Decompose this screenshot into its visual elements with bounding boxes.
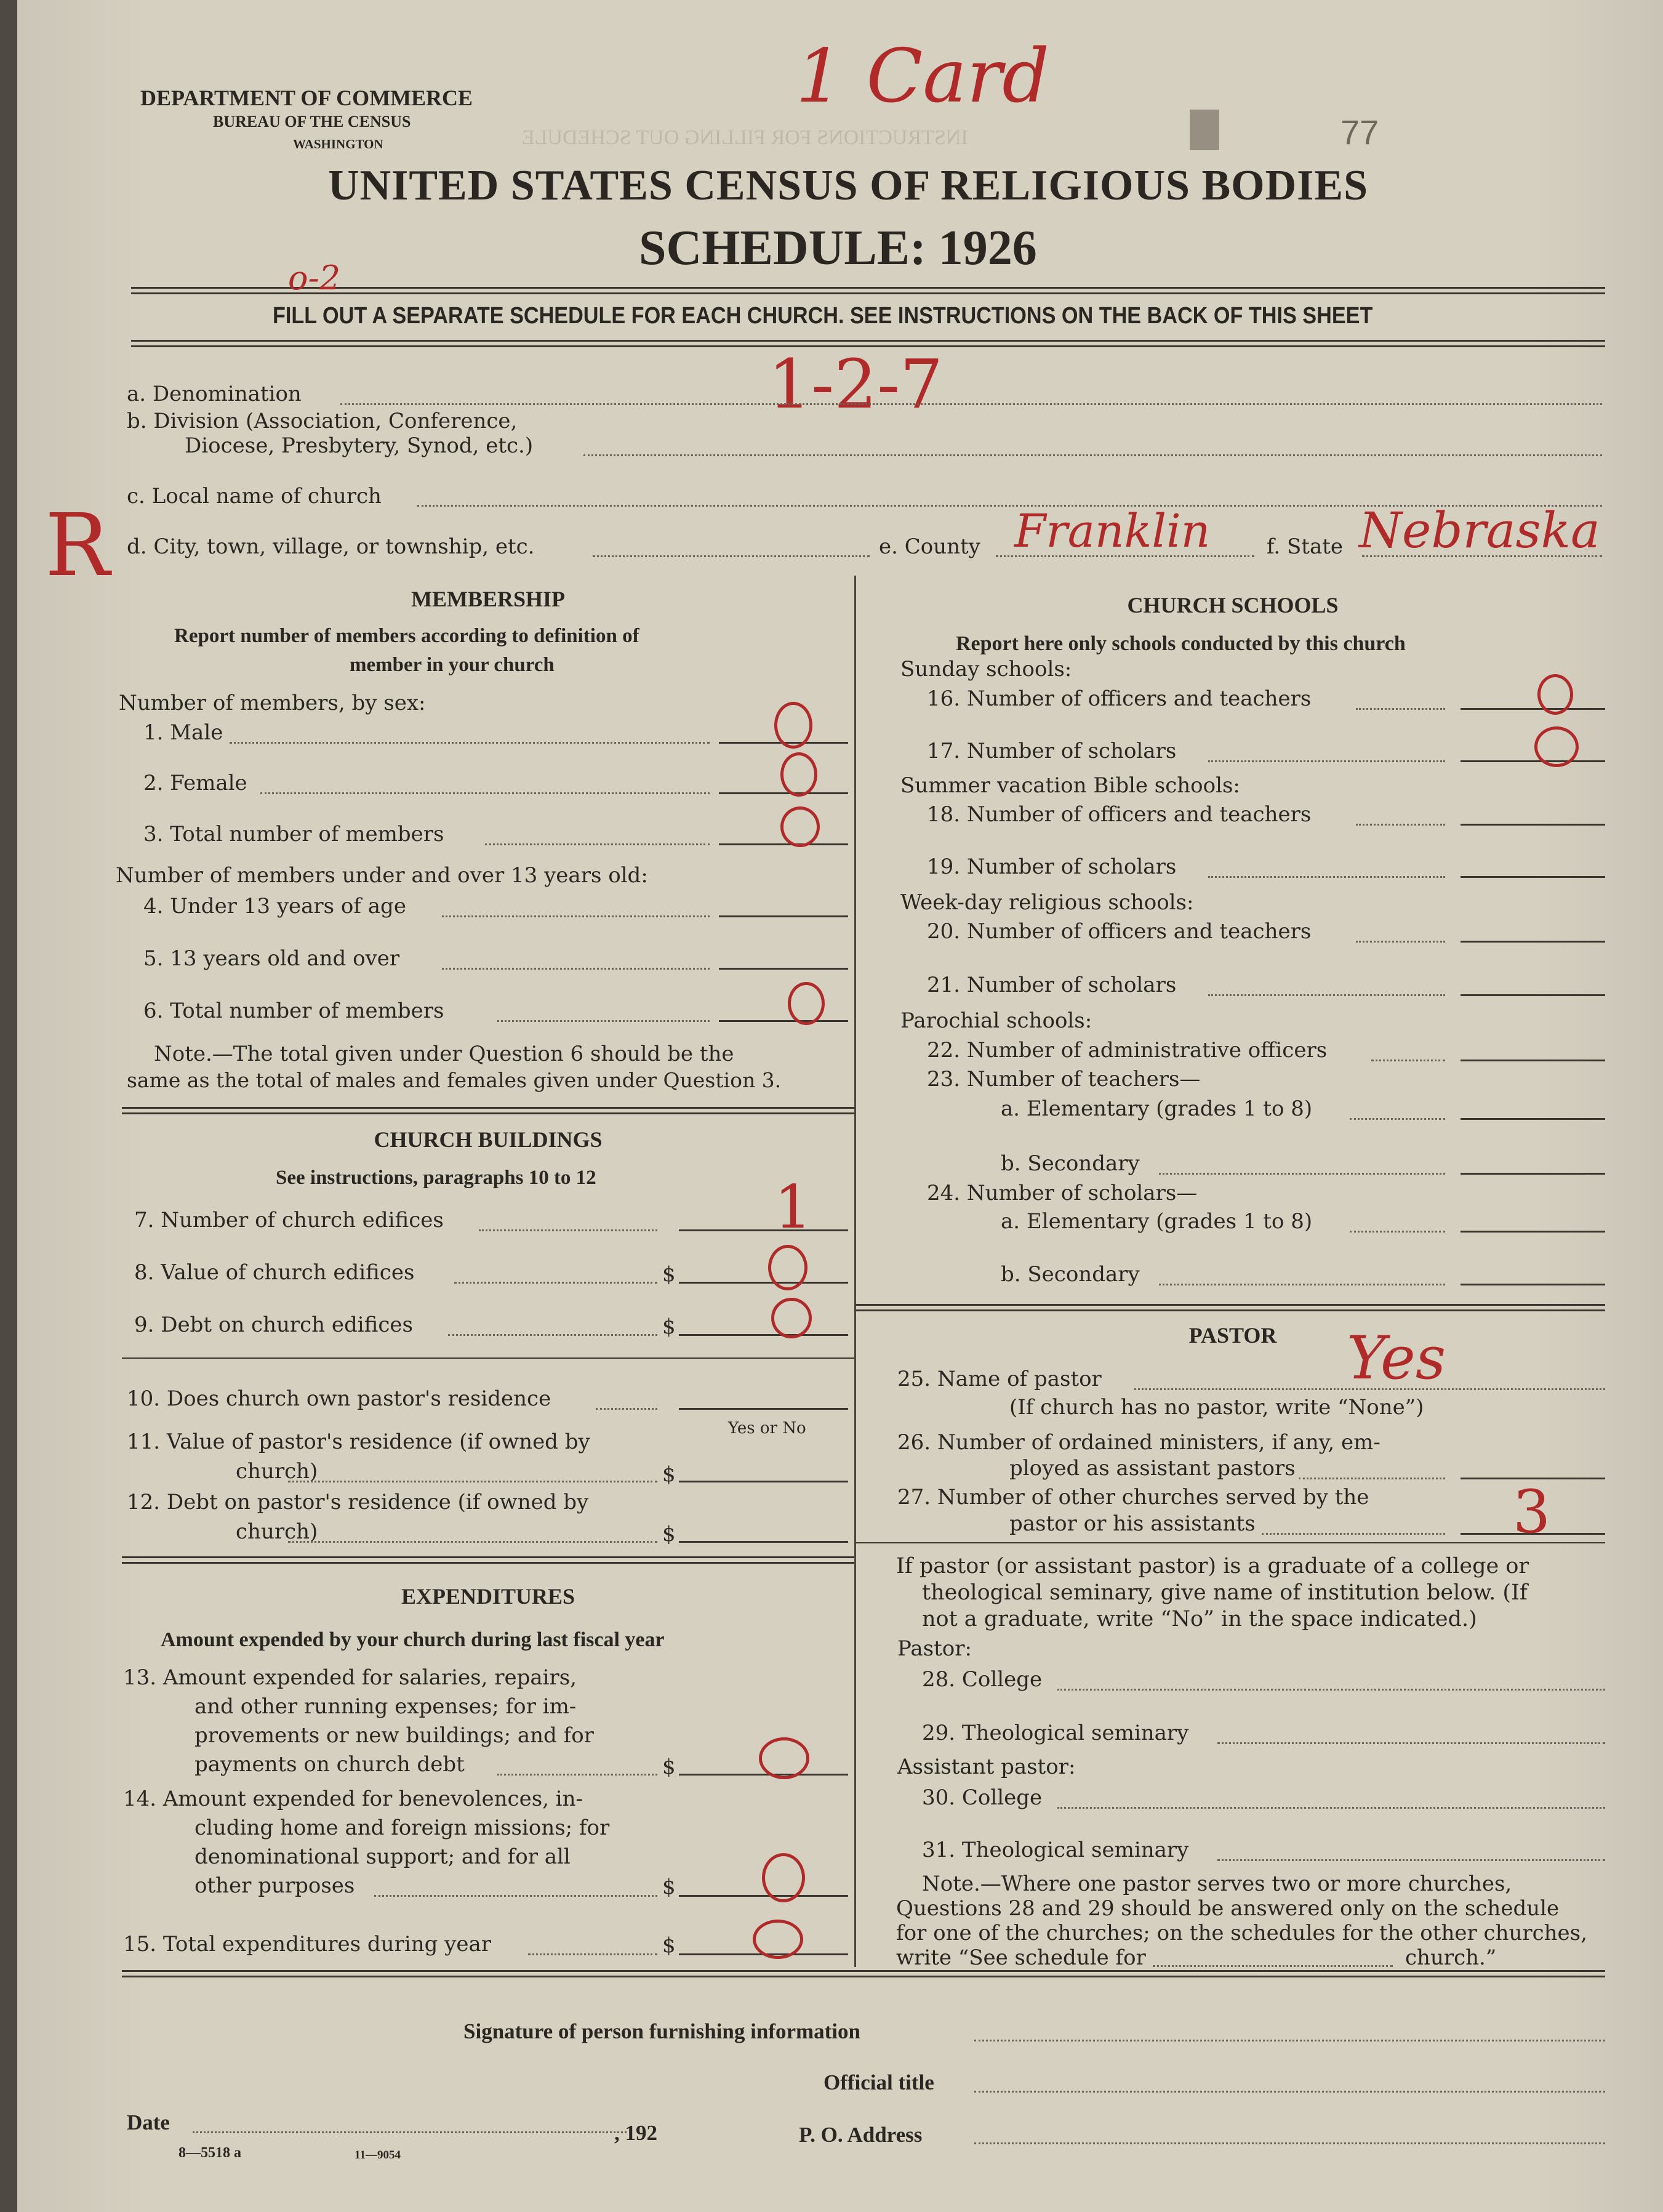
local-name-label: c. Local name of church (127, 484, 382, 509)
q16-answer (1537, 674, 1573, 715)
denomination-label: a. Denomination (127, 382, 302, 406)
header-rule (131, 287, 1605, 294)
q17-label: 17. Number of scholars (927, 739, 1177, 763)
city-field[interactable] (593, 555, 870, 557)
q22-label: 22. Number of administrative officers (927, 1038, 1328, 1063)
q27-leader (1262, 1533, 1445, 1535)
q23b-label: b. Secondary (1001, 1151, 1140, 1176)
q28-field[interactable] (1057, 1689, 1605, 1691)
q15-answer (753, 1920, 803, 1959)
official-title-label: Official title (823, 2070, 934, 2094)
q9-answer (771, 1298, 812, 1338)
division-label: b. Division (Association, Conference, (127, 409, 518, 433)
po-address-label: P. O. Address (799, 2123, 923, 2147)
q18-label: 18. Number of officers and teachers (927, 802, 1312, 827)
q17-answer (1534, 726, 1579, 767)
q24b-answer-line[interactable] (1461, 1284, 1605, 1285)
date-year: , 192 (614, 2121, 657, 2145)
q17-leader (1208, 760, 1445, 762)
q18-answer-line[interactable] (1461, 824, 1605, 826)
q8-answer-line[interactable] (679, 1282, 848, 1284)
q20-leader (1356, 941, 1445, 943)
q23-label: 23. Number of teachers— (927, 1067, 1201, 1092)
q30-label: 30. College (922, 1785, 1043, 1810)
pastor-note-4b: church.” (1405, 1945, 1497, 1970)
q23a-leader (1350, 1118, 1445, 1120)
q11-leader (288, 1481, 657, 1482)
q13-leader (497, 1774, 657, 1776)
buildings-sub: See instructions, paragraphs 10 to 12 (276, 1167, 596, 1189)
graduate-instr-3: not a graduate, write “No” in the space indicated.) (922, 1607, 1477, 1631)
q14-leader (374, 1895, 657, 1897)
q23a-label: a. Elementary (grades 1 to 8) (1001, 1096, 1313, 1121)
q5-answer-line[interactable] (719, 968, 848, 970)
denomination-field[interactable] (340, 403, 1602, 405)
q24a-answer-line[interactable] (1461, 1231, 1605, 1233)
schools-sub: Report here only schools conducted by this church (956, 632, 1406, 655)
print-number: 11—9054 (355, 2149, 401, 2162)
q24b-leader (1159, 1284, 1445, 1285)
q1-label: 1. Male (143, 720, 223, 745)
q11-label-2: church) (236, 1459, 318, 1484)
pastor-note-4a: write “See schedule for (896, 1945, 1146, 1970)
column-divider (854, 576, 856, 1967)
pastor-rule (856, 1542, 1605, 1543)
instruction-banner: FILL OUT A SEPARATE SCHEDULE FOR EACH CHURCH. SEE INSTRUCTIONS ON THE BACK OF THIS SHEET (273, 303, 1373, 329)
q15-leader (528, 1953, 657, 1955)
pastor-sub-label: Pastor: (897, 1636, 972, 1661)
handwritten-margin-mark: R (45, 496, 110, 596)
q13-label-2: and other running expenses; for im- (194, 1694, 577, 1719)
membership-rule (122, 1107, 854, 1114)
q5-leader (442, 968, 710, 970)
schools-rule (856, 1304, 1605, 1311)
q9-leader (448, 1334, 657, 1336)
q2-answer (780, 752, 817, 797)
q13-label-4: payments on church debt (194, 1752, 465, 1777)
q18-leader (1356, 824, 1445, 826)
q8-leader (454, 1282, 657, 1284)
handwritten-code: o-2 (288, 259, 341, 297)
date-field[interactable] (193, 2131, 627, 2133)
by-sex-label: Number of members, by sex: (119, 691, 426, 715)
county-label: e. County (879, 534, 980, 559)
signature-label: Signature of person furnishing information (463, 2019, 860, 2043)
signature-field[interactable] (974, 2040, 1605, 2041)
q24-label: 24. Number of scholars— (927, 1181, 1198, 1205)
form-number: 8—5518 a (178, 2145, 241, 2161)
q6-label: 6. Total number of members (143, 999, 444, 1023)
pastor-heading: PASTOR (1188, 1323, 1277, 1348)
q10-answer-line[interactable] (679, 1408, 848, 1410)
q12-dollar: $ (662, 1522, 676, 1546)
division-label-2: Diocese, Presbytery, Synod, etc.) (185, 433, 534, 458)
state-label: f. State (1267, 534, 1343, 559)
q27-label-2: pastor or his assistants (1009, 1511, 1256, 1536)
census-schedule-page (17, 0, 1663, 2212)
handwritten-denomination-code: 1-2-7 (768, 345, 944, 424)
city-field-label: d. City, town, village, or township, etc. (127, 534, 535, 559)
pastor-note-3: for one of the churches; on the schedules for the other churches, (896, 1921, 1587, 1945)
q27-answer: 3 (1513, 1478, 1551, 1546)
q24b-label: b. Secondary (1001, 1262, 1140, 1287)
q7-label: 7. Number of church edifices (134, 1208, 444, 1233)
q11-answer-line[interactable] (679, 1481, 848, 1482)
q7-answer-line[interactable] (679, 1229, 848, 1231)
q9-label: 9. Debt on church edifices (134, 1313, 413, 1337)
buildings-rule (122, 1357, 854, 1359)
q26-label: 26. Number of ordained ministers, if any, em- (897, 1430, 1380, 1455)
q8-dollar: $ (662, 1262, 676, 1287)
q12-leader (288, 1541, 657, 1543)
q15-label: 15. Total expenditures during year (123, 1932, 492, 1957)
q29-label: 29. Theological seminary (922, 1721, 1189, 1745)
pastor-note-1: Note.—Where one pastor serves two or more churches, (922, 1872, 1512, 1896)
q6-leader (497, 1020, 710, 1022)
q13-answer (759, 1737, 809, 1779)
q19-leader (1208, 876, 1445, 878)
expenditures-sub: Amount expended by your church during last fiscal year (161, 1628, 665, 1651)
q11-label: 11. Value of pastor's residence (if owned by (127, 1430, 590, 1454)
q14-answer-line[interactable] (679, 1895, 848, 1897)
city-label: WASHINGTON (293, 137, 383, 151)
q14-label-2: cluding home and foreign missions; for (194, 1816, 610, 1840)
buildings-rule-2 (122, 1556, 854, 1564)
parochial-label: Parochial schools: (900, 1008, 1092, 1033)
membership-note-2: same as the total of males and females given under Question 3. (127, 1068, 782, 1092)
q31-label: 31. Theological seminary (922, 1838, 1189, 1862)
q3-leader (485, 843, 710, 845)
q1-answer (774, 702, 812, 749)
q6-answer-line[interactable] (719, 1020, 848, 1022)
q12-answer-line[interactable] (679, 1541, 848, 1543)
q4-label: 4. Under 13 years of age (143, 894, 406, 919)
q22-leader (1371, 1060, 1445, 1061)
q10-leader (596, 1408, 657, 1410)
q8-label: 8. Value of church edifices (134, 1260, 415, 1285)
q9-answer-line[interactable] (679, 1334, 848, 1336)
q14-answer (762, 1853, 805, 1902)
q24a-leader (1350, 1231, 1445, 1233)
q23b-leader (1159, 1173, 1445, 1175)
q6-answer (788, 982, 825, 1025)
membership-heading: MEMBERSHIP (411, 587, 565, 611)
q14-label-4: other purposes (194, 1873, 355, 1898)
po-address-field[interactable] (974, 2142, 1605, 2144)
schools-heading: CHURCH SCHOOLS (1127, 593, 1339, 617)
q12-label: 12. Debt on pastor's residence (if owned by (127, 1490, 589, 1514)
q31-field[interactable] (1217, 1859, 1605, 1861)
q13-answer-line[interactable] (679, 1774, 848, 1776)
q19-label: 19. Number of scholars (927, 855, 1177, 879)
schedule-title: SCHEDULE: 1926 (639, 221, 1037, 275)
q20-label: 20. Number of officers and teachers (927, 919, 1312, 944)
division-field[interactable] (583, 454, 1602, 456)
q8-answer (768, 1245, 807, 1290)
q30-field[interactable] (1057, 1807, 1605, 1809)
q29-field[interactable] (1217, 1742, 1605, 1744)
q13-label: 13. Amount expended for salaries, repairs, (123, 1665, 577, 1690)
membership-sub2: member in your church (350, 654, 555, 676)
q9-dollar: $ (662, 1314, 676, 1339)
q7-answer: 1 (774, 1173, 812, 1242)
handwritten-county: Franklin (1014, 505, 1211, 558)
q28-label: 28. College (922, 1667, 1043, 1692)
q13-label-3: provements or new buildings; and for (194, 1723, 594, 1748)
q15-dollar: $ (662, 1933, 676, 1958)
pastor-note-2: Questions 28 and 29 should be answered only on the schedule (896, 1896, 1560, 1921)
weekday-label: Week-day religious schools: (900, 890, 1194, 915)
q2-leader (260, 792, 710, 794)
q24a-label: a. Elementary (grades 1 to 8) (1001, 1209, 1313, 1234)
q3-answer-line[interactable] (719, 843, 848, 845)
q26-label-2: ployed as assistant pastors (1009, 1456, 1296, 1481)
assistant-sub-label: Assistant pastor: (897, 1755, 1076, 1779)
stamp-mark (1190, 110, 1219, 150)
membership-sub1: Report number of members according to definition of (174, 625, 639, 647)
q5-label: 5. 13 years old and over (143, 946, 400, 971)
q21-label: 21. Number of scholars (927, 973, 1177, 997)
q3-label: 3. Total number of members (143, 822, 444, 847)
q1-leader (230, 742, 710, 744)
q25-answer: Yes (1347, 1324, 1446, 1393)
summer-label: Summer vacation Bible schools: (900, 773, 1240, 798)
q25-note: (If church has no pastor, write “None”) (1009, 1395, 1424, 1420)
q14-dollar: $ (662, 1875, 676, 1899)
bureau-label: BUREAU OF THE CENSUS (213, 113, 411, 131)
official-title-field[interactable] (974, 2091, 1605, 2093)
graduate-instr-1: If pastor (or assistant pastor) is a graduate of a college or (896, 1554, 1529, 1579)
date-label: Date (127, 2110, 170, 2134)
q21-answer-line[interactable] (1461, 994, 1605, 996)
graduate-instr-2: theological seminary, give name of institution below. (If (922, 1580, 1528, 1605)
q12-label-2: church) (236, 1519, 318, 1544)
bottom-rule (122, 1970, 1605, 1977)
stamp-number: 77 (1340, 113, 1379, 151)
q3-answer (780, 806, 820, 847)
q10-label: 10. Does church own pastor's residence (127, 1386, 551, 1411)
q19-answer-line[interactable] (1461, 876, 1605, 878)
q14-label-3: denominational support; and for all (194, 1844, 571, 1869)
q16-answer-line[interactable] (1461, 708, 1605, 710)
q26-leader (1299, 1478, 1445, 1479)
q14-label: 14. Amount expended for benevolences, in- (123, 1787, 583, 1811)
q11-dollar: $ (662, 1462, 676, 1487)
q4-leader (442, 915, 710, 917)
q27-label: 27. Number of other churches served by the (897, 1485, 1369, 1510)
q23a-answer-line[interactable] (1461, 1118, 1605, 1120)
handwritten-card-note: 1 Card (796, 34, 1050, 119)
sunday-label: Sunday schools: (900, 657, 1072, 682)
q2-answer-line[interactable] (719, 792, 848, 794)
yes-no-hint: Yes or No (728, 1419, 806, 1438)
q13-dollar: $ (662, 1755, 676, 1779)
bleed-through-text: INSTRUCTIONS FOR FILLING OUT SCHEDULE (522, 126, 968, 149)
dept-label: DEPARTMENT OF COMMERCE (140, 86, 473, 110)
q4-answer-line[interactable] (719, 915, 848, 917)
q20-answer-line[interactable] (1461, 941, 1605, 943)
q22-answer-line[interactable] (1461, 1060, 1605, 1061)
q21-leader (1208, 994, 1445, 996)
by-age-label: Number of members under and over 13 years old: (116, 863, 648, 888)
q16-leader (1356, 708, 1445, 710)
form-title: UNITED STATES CENSUS OF RELIGIOUS BODIES (328, 162, 1369, 209)
q23b-answer-line[interactable] (1461, 1173, 1605, 1175)
buildings-heading: CHURCH BUILDINGS (374, 1127, 603, 1152)
expenditures-heading: EXPENDITURES (401, 1584, 575, 1609)
q2-label: 2. Female (143, 771, 247, 795)
q16-label: 16. Number of officers and teachers (927, 686, 1312, 711)
membership-note-1: Note.—The total given under Question 6 should be the (154, 1042, 734, 1066)
q25-label: 25. Name of pastor (897, 1367, 1102, 1391)
see-schedule-field[interactable] (1153, 1965, 1393, 1967)
handwritten-state: Nebraska (1359, 502, 1600, 559)
q17-answer-line[interactable] (1461, 760, 1605, 762)
q7-leader (479, 1229, 657, 1231)
